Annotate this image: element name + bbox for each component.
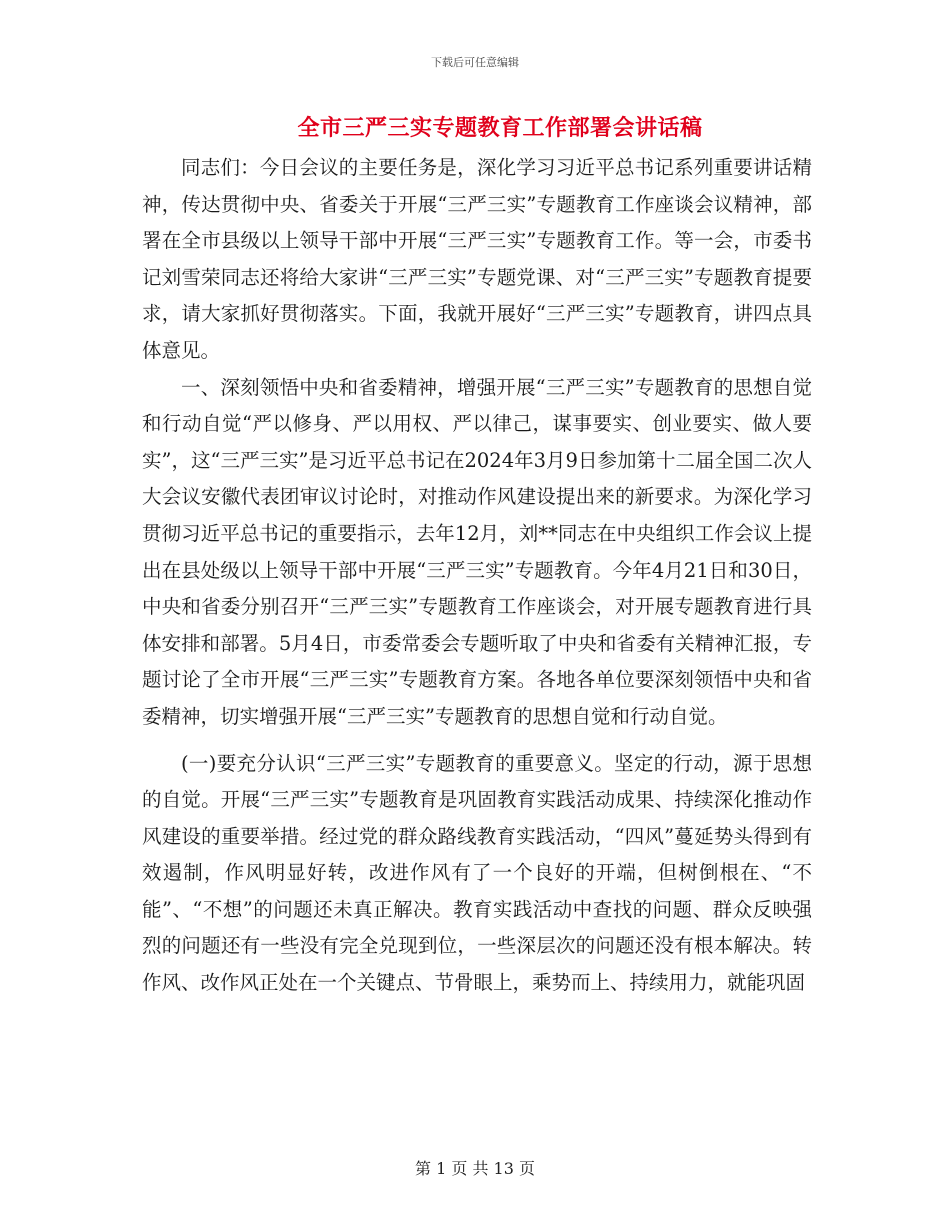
paragraph-section-one: 一、深刻领悟中央和省委精神，增强开展“三严三实”专题教育的思想自觉和行动自觉“严以修身、严以用权、严以律己，谋事要实、创业要实、做人要实”，这“三严三实”是习近平总书记在2024年3月9日参加第十二届全国二次人大会议安徽代表团审议讨论时，对推动作风建设提出来的新要求。为深化学习贯彻习近平总书记的重要指示，去年12月，刘**同志在中央组织工作会议上提出在县处级以上领导干部中开展“三严三实”专题教育。今年4月21日和30日，中央和省委分别召开“三严三实”专题教育工作座谈会，对开展专题教育进行具体安排和部署。5月4日，市委常委会专题听取了中央和省委有关精神汇报，专题讨论了全市开展“三严三实”专题教育方案。各地各单位要深刻领悟中央和省委精神，切实增强开展“三严三实”专题教育的思想自觉和行动自觉。: [142, 375, 812, 728]
paragraph-subsection-one: (一)要充分认识“三严三实”专题教育的重要意义。坚定的行动，源于思想的自觉。开展“三严三实”专题教育是巩固教育实践活动成果、持续深化推动作风建设的重要举措。经过党的群众路线教育实践活动，“四风”蔓延势头得到有效遏制，作风明显好转，改进作风有了一个良好的开端，但树倒根在、“不能”、“不想”的问题还未真正解决。教育实践活动中查找的问题、群众反映强烈的问题还有一些没有完全兑现到位，一些深层次的问题还没有根本解决。转作风、改作风正处在一个关键点、节骨眼上，乘势而上、持续用力，就能巩固: [142, 751, 812, 995]
header-note: 下载后可任意编辑: [431, 56, 519, 69]
document-title: 全市三严三实专题教育工作部署会讲话稿: [297, 115, 703, 141]
document-body: [142, 150, 812, 1002]
page-number: 第 1 页 共 13 页: [415, 1159, 535, 1178]
paragraph-greeting: 同志们：今日会议的主要任务是，深化学习习近平总书记系列重要讲话精神，传达贯彻中央、省委关于开展“三严三实”专题教育工作座谈会议精神，部署在全市县级以上领导干部中开展“三严三实”专题教育工作。等一会，市委书记刘雪荣同志还将给大家讲“三严三实”专题党课、对“三严三实”专题教育提要求，请大家抓好贯彻落实。下面，我就开展好“三严三实”专题教育，讲四点具体意见。: [142, 156, 812, 362]
